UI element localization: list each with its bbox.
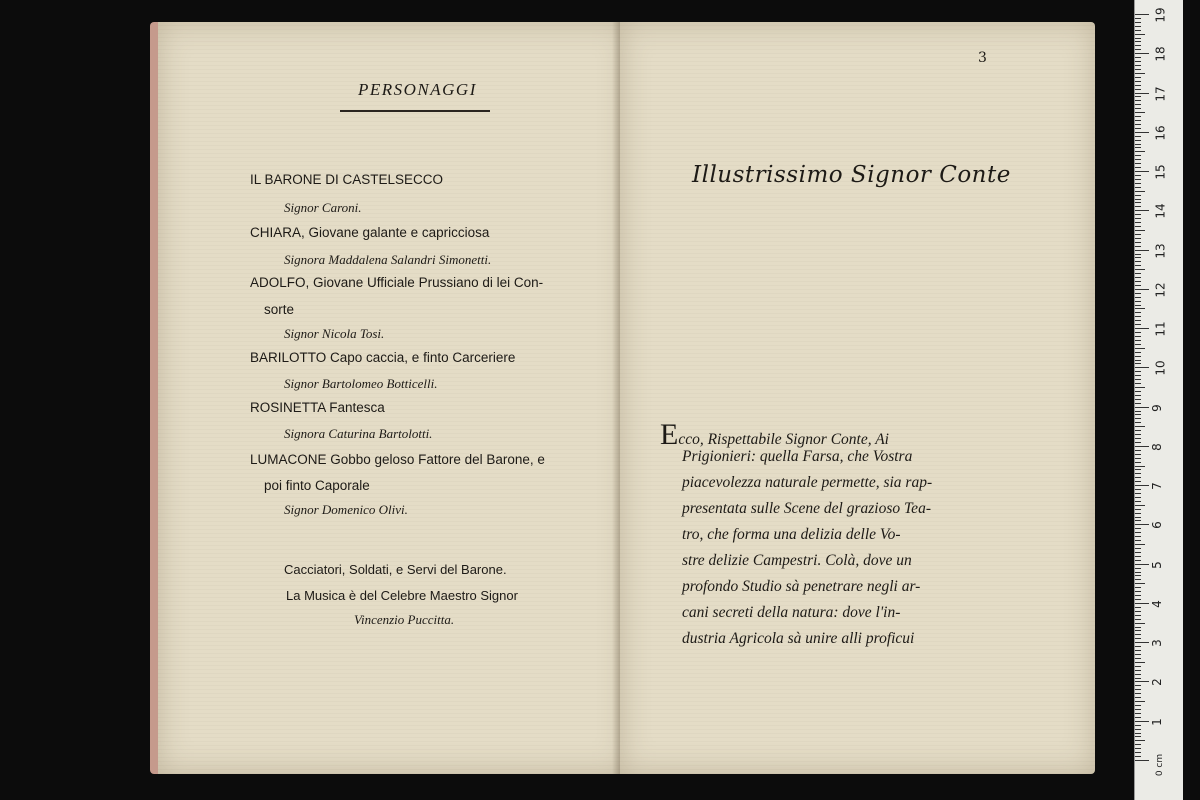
ruler-tick (1135, 171, 1149, 172)
ruler-tick (1135, 438, 1141, 439)
body-line: dustria Agricola sà unire alli proficui (682, 630, 915, 647)
ruler-tick (1135, 513, 1141, 514)
ruler-tick (1135, 509, 1141, 510)
ruler-tick (1135, 642, 1149, 643)
ruler-number: 1 (1149, 717, 1164, 726)
ruler-tick (1135, 560, 1141, 561)
ruler-tick (1135, 116, 1141, 117)
ruler-tick (1135, 591, 1141, 592)
ruler-tick (1135, 289, 1149, 290)
ruler-tick (1135, 634, 1141, 635)
ruler-tick (1135, 96, 1141, 97)
ruler-tick (1135, 619, 1141, 620)
ruler-tick (1135, 485, 1149, 486)
ruler-tick (1135, 717, 1141, 718)
ruler-tick (1135, 348, 1145, 349)
ruler-tick (1135, 383, 1141, 384)
ruler-tick (1135, 540, 1141, 541)
ruler-tick (1135, 473, 1141, 474)
ruler-tick (1135, 57, 1141, 58)
ruler-tick (1135, 214, 1141, 215)
ruler-tick (1135, 257, 1141, 258)
ruler-tick (1135, 705, 1141, 706)
ruler-tick (1135, 505, 1145, 506)
first-line-text: cco, Rispettabile Signor Conte, Ai (678, 431, 889, 448)
ruler-tick (1135, 328, 1149, 329)
ruler-tick (1135, 112, 1145, 113)
ruler-tick (1135, 104, 1141, 105)
ruler-tick (1135, 238, 1141, 239)
ruler-tick (1135, 226, 1141, 227)
ruler-tick (1135, 548, 1141, 549)
ruler-tick (1135, 140, 1141, 141)
ruler-tick (1135, 269, 1145, 270)
ruler-tick (1135, 22, 1141, 23)
ruler-tick (1135, 662, 1145, 663)
ruler-tick (1135, 356, 1141, 357)
ruler-tick (1135, 454, 1141, 455)
ruler-tick (1135, 81, 1141, 82)
ruler-tick (1135, 195, 1141, 196)
ruler-tick (1135, 128, 1141, 129)
ruler-tick (1135, 371, 1141, 372)
salutation: Illustrissimo Signor Conte (692, 162, 1011, 188)
ruler-tick (1135, 38, 1141, 39)
ruler-tick (1135, 701, 1145, 702)
ruler-tick (1135, 230, 1145, 231)
ruler-tick (1135, 34, 1145, 35)
cast-singer: Signor Caroni. (284, 200, 362, 215)
cast-role: LUMACONE Gobbo geloso Fattore del Barone, e (250, 452, 545, 467)
left-page (150, 22, 628, 774)
ruler-tick (1135, 144, 1141, 145)
ruler-tick (1135, 305, 1141, 306)
ruler-tick (1135, 297, 1141, 298)
ruler-tick (1135, 340, 1141, 341)
ruler-tick (1135, 18, 1141, 19)
ruler-tick (1135, 202, 1141, 203)
ruler-tick (1135, 285, 1141, 286)
ruler-tick (1135, 281, 1141, 282)
ruler-tick (1135, 301, 1141, 302)
ruler-tick (1135, 426, 1145, 427)
ruler-tick (1135, 650, 1141, 651)
ruler-tick (1135, 206, 1141, 207)
ruler-tick (1135, 132, 1149, 133)
ruler-tick (1135, 179, 1141, 180)
ruler-number: 5 (1149, 560, 1164, 569)
ruler-tick (1135, 446, 1149, 447)
ruler-tick (1135, 685, 1141, 686)
cast-role: CHIARA, Giovane galante e capricciosa (250, 225, 490, 240)
body-line: stre delizie Campestri. Colà, dove un (682, 552, 912, 569)
ruler-tick (1135, 124, 1141, 125)
ruler-tick (1135, 159, 1141, 160)
ruler-tick (1135, 414, 1141, 415)
cast-role: ADOLFO, Giovane Ufficiale Prussiano di lei Con- (250, 275, 544, 290)
body-first-line (660, 420, 889, 450)
ruler-number: 15 (1153, 164, 1168, 180)
ruler-tick (1135, 49, 1141, 50)
ruler-tick (1135, 332, 1141, 333)
ruler-tick (1135, 411, 1141, 412)
ruler-tick (1135, 599, 1141, 600)
ruler-number: 16 (1153, 125, 1168, 141)
ruler-tick (1135, 85, 1141, 86)
ruler-tick (1135, 407, 1149, 408)
ruler-tick (1135, 155, 1141, 156)
ruler-tick (1135, 587, 1141, 588)
ruler-tick (1135, 261, 1141, 262)
ruler-tick (1135, 740, 1145, 741)
ruler-tick (1135, 222, 1141, 223)
ruler-tick (1135, 26, 1141, 27)
ruler-tick (1135, 93, 1149, 94)
ruler-tick (1135, 69, 1141, 70)
ruler-number: 8 (1149, 443, 1164, 451)
ruler-number: 9 (1149, 403, 1164, 412)
ruler-tick (1135, 387, 1145, 388)
ruler-tick (1135, 607, 1141, 608)
ruler-tick (1135, 187, 1141, 188)
ruler-tick (1135, 403, 1141, 404)
ruler-tick (1135, 564, 1149, 565)
ruler-tick (1135, 199, 1141, 200)
ruler-tick (1135, 536, 1141, 537)
ruler-tick (1135, 689, 1141, 690)
ruler-tick (1135, 336, 1141, 337)
ruler-tick (1135, 725, 1141, 726)
ruler-tick (1135, 497, 1141, 498)
ruler-tick (1135, 697, 1141, 698)
ruler-number: 3 (1149, 639, 1164, 648)
ruler-number: 19 (1153, 7, 1168, 23)
body-line: tro, che forma una delizia delle Vo- (682, 526, 901, 543)
page-number: 3 (978, 50, 987, 66)
ruler-tick (1135, 379, 1141, 380)
ruler-tick (1135, 623, 1145, 624)
cast-role-cont: poi finto Caporale (264, 478, 370, 493)
ruler-tick (1135, 611, 1141, 612)
ruler-tick (1135, 367, 1149, 368)
ruler-tick (1135, 273, 1141, 274)
ruler-tick (1135, 41, 1141, 42)
ruler-tick (1135, 430, 1141, 431)
ruler-tick (1135, 469, 1141, 470)
ruler-tick (1135, 344, 1141, 345)
ruler-tick (1135, 316, 1141, 317)
cast-singer: Signora Maddalena Salandri Simonetti. (284, 252, 492, 267)
ruler-tick (1135, 681, 1149, 682)
ruler-tick (1135, 462, 1141, 463)
ruler-tick (1135, 363, 1141, 364)
ruler-tick (1135, 147, 1141, 148)
ruler-tick (1135, 120, 1141, 121)
ruler-tick (1135, 458, 1141, 459)
ruler-tick (1135, 218, 1141, 219)
measuring-ruler (1134, 0, 1183, 800)
cast-singer: Signora Caturina Bartolotti. (284, 426, 433, 441)
ruler-tick (1135, 277, 1141, 278)
ruler-number: 10 (1153, 360, 1168, 376)
cast-singer: Signor Bartolomeo Botticelli. (284, 376, 438, 391)
ruler-tick (1135, 320, 1141, 321)
ruler-tick (1135, 556, 1141, 557)
body-line: cani secreti della natura: dove l'in- (682, 604, 901, 621)
ruler-tick (1135, 250, 1149, 251)
ruler-tick (1135, 572, 1141, 573)
ruler-tick (1135, 760, 1149, 761)
ruler-tick (1135, 501, 1141, 502)
ruler-number: 12 (1153, 282, 1168, 298)
ruler-tick (1135, 418, 1141, 419)
ruler-tick (1135, 14, 1149, 15)
ruler-tick (1135, 391, 1141, 392)
ruler-tick (1135, 595, 1141, 596)
ruler-tick (1135, 65, 1141, 66)
ruler-tick (1135, 450, 1141, 451)
ruler-tick (1135, 654, 1141, 655)
ruler-tick (1135, 293, 1141, 294)
ruler-tick (1135, 678, 1141, 679)
ruler-tick (1135, 163, 1141, 164)
cast-role: BARILOTTO Capo caccia, e finto Carceriere (250, 350, 516, 365)
ruler-tick (1135, 575, 1141, 576)
ruler-tick (1135, 324, 1141, 325)
ruler-tick (1135, 442, 1141, 443)
body-line: profondo Studio sà penetrare negli ar- (682, 578, 921, 595)
ruler-tick (1135, 136, 1141, 137)
ruler-tick (1135, 53, 1149, 54)
ruler-tick (1135, 265, 1141, 266)
cast-role: IL BARONE DI CASTELSECCO (250, 172, 444, 187)
ruler-tick (1135, 528, 1141, 529)
ruler-number: 4 (1149, 600, 1164, 608)
ruler-tick (1135, 666, 1141, 667)
cast-role: ROSINETTA Fantesca (250, 400, 385, 415)
ruler-tick (1135, 352, 1141, 353)
open-book (150, 22, 1095, 774)
ruler-tick (1135, 544, 1145, 545)
ruler-tick (1135, 466, 1145, 467)
ruler-tick (1135, 693, 1141, 694)
ruler-tick (1135, 422, 1141, 423)
ruler-tick (1135, 30, 1141, 31)
ruler-tick (1135, 312, 1141, 313)
ruler-number: 6 (1149, 521, 1164, 530)
composer-name: Vincenzio Puccitta. (354, 612, 455, 627)
ruler-tick (1135, 434, 1141, 435)
ruler-tick (1135, 615, 1141, 616)
ruler-tick (1135, 603, 1149, 604)
ruler-tick (1135, 721, 1149, 722)
ruler-tick (1135, 254, 1141, 255)
body-line: piacevolezza naturale permette, sia rap- (682, 474, 933, 491)
ruler-tick (1135, 713, 1141, 714)
ruler-tick (1135, 568, 1141, 569)
ruler-tick (1135, 709, 1141, 710)
ruler-tick (1135, 242, 1141, 243)
music-credit-line: La Musica è del Celebre Maestro Signor (286, 588, 518, 603)
right-page (620, 22, 1095, 774)
ruler-tick (1135, 375, 1141, 376)
ruler-tick (1135, 748, 1141, 749)
cast-singer: Signor Domenico Olivi. (284, 502, 408, 517)
ruler-tick (1135, 493, 1141, 494)
ruler-tick (1135, 108, 1141, 109)
ruler-tick (1135, 175, 1141, 176)
ruler-tick (1135, 151, 1145, 152)
ruler-tick (1135, 517, 1141, 518)
ruler-tick (1135, 524, 1149, 525)
ruler-tick (1135, 752, 1141, 753)
ruler-tick (1135, 360, 1141, 361)
ruler-number: 11 (1153, 321, 1168, 337)
ruler-tick (1135, 481, 1141, 482)
ruler-tick (1135, 630, 1141, 631)
ruler-tick (1135, 73, 1145, 74)
cast-heading: PERSONAGGI (358, 80, 477, 99)
ruler-tick (1135, 477, 1141, 478)
cast-singer: Signor Nicola Tosi. (284, 326, 385, 341)
ruler-number: 13 (1153, 242, 1168, 259)
ruler-tick (1135, 736, 1141, 737)
body-line: Prigionieri: quella Farsa, che Vostra (682, 448, 913, 465)
ruler-tick (1135, 234, 1141, 235)
ruler-tick (1135, 395, 1141, 396)
ruler-tick (1135, 191, 1145, 192)
ruler-tick (1135, 246, 1141, 247)
ruler-tick (1135, 646, 1141, 647)
ruler-number: 14 (1153, 203, 1168, 219)
ruler-tick (1135, 45, 1141, 46)
ruler-tick (1135, 167, 1141, 168)
ruler-tick (1135, 89, 1141, 90)
ruler-tick (1135, 638, 1141, 639)
ruler-tick (1135, 61, 1141, 62)
ruler-tick (1135, 627, 1141, 628)
ruler-tick (1135, 77, 1141, 78)
drop-cap: E (660, 418, 679, 451)
ruler-tick (1135, 583, 1145, 584)
heading-rule (340, 110, 490, 112)
ruler-number: 7 (1149, 482, 1164, 490)
ruler-tick (1135, 489, 1141, 490)
ruler-number: 17 (1153, 85, 1168, 102)
ruler-tick (1135, 756, 1141, 757)
ruler-tick (1135, 670, 1141, 671)
ruler-tick (1135, 674, 1141, 675)
ruler-tick (1135, 100, 1141, 101)
ruler-tick (1135, 729, 1141, 730)
ruler-tick (1135, 399, 1141, 400)
ruler-tick (1135, 744, 1141, 745)
ruler-tick (1135, 532, 1141, 533)
ruler-number: 18 (1153, 46, 1168, 62)
ruler-unit-label: 0 cm (1155, 753, 1166, 777)
ruler-tick (1135, 733, 1141, 734)
body-line: presentata sulle Scene del grazioso Tea- (682, 500, 931, 517)
ruler-tick (1135, 579, 1141, 580)
ruler-tick (1135, 658, 1141, 659)
chorus-line: Cacciatori, Soldati, e Servi del Barone. (284, 562, 507, 577)
ruler-tick (1135, 308, 1145, 309)
ruler-tick (1135, 183, 1141, 184)
ruler-tick (1135, 552, 1141, 553)
ruler-tick (1135, 210, 1149, 211)
ruler-tick (1135, 520, 1141, 521)
cast-role-cont: sorte (264, 302, 295, 317)
ruler-number: 2 (1149, 678, 1164, 687)
